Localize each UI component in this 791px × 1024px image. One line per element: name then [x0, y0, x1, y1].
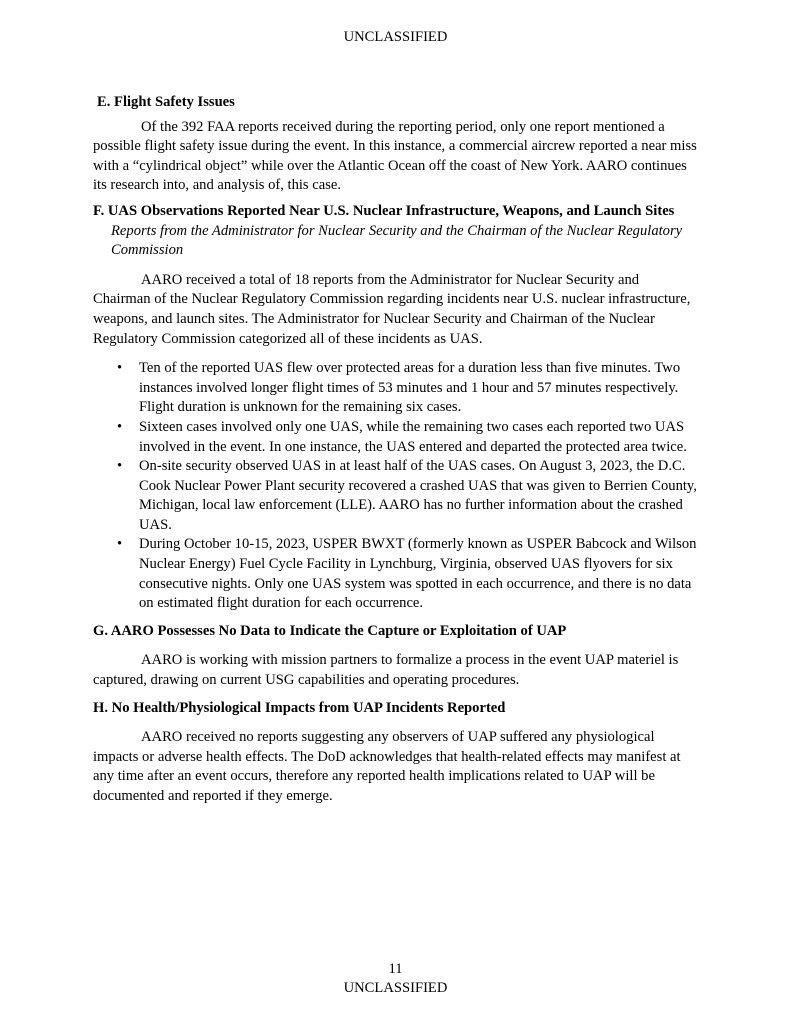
- bullet-text: Sixteen cases involved only one UAS, while the remaining two cases each reported two UAS involved in the event. In one instance, the UAS entered and departed the protected area twice.: [139, 418, 687, 455]
- list-item: [117, 359, 698, 418]
- section-e-heading: E. Flight Safety Issues: [97, 94, 235, 110]
- page-number: 11: [388, 961, 403, 977]
- section-f-subheading: Reports from the Administrator for Nuclear Security and the Chairman of the Nuclear Regulatory Commission: [111, 222, 683, 259]
- bullet-text: On-site security observed UAS in at least half of the UAS cases. On August 3, 2023, the D.C. Cook Nuclear Power Plant security recovered a crashed UAS that was given to Berrien County, Michigan, local law enforcement (LLE). AARO has no further information about the crashed UAS.: [139, 458, 697, 533]
- section-h-paragraph: AARO received no reports suggesting any observers of UAP suffered any physiological impacts or adverse health effects. The DoD acknowledges that health-related effects may manifest at any time after an event occurs, therefore any reported health implications related to UAP will be documented and reported if they emerge.: [93, 729, 681, 804]
- section-h-heading: H. No Health/Physiological Impacts from UAP Incidents Reported: [93, 699, 506, 716]
- bullet-icon: •: [117, 458, 123, 475]
- classification-footer: UNCLASSIFIED: [343, 980, 448, 996]
- document-body: [93, 93, 698, 807]
- bullet-icon: •: [117, 418, 123, 435]
- section-g-heading: G. AARO Possesses No Data to Indicate the Capture or Exploitation of UAP: [93, 622, 567, 639]
- bullet-text: Ten of the reported UAS flew over protected areas for a duration less than five minutes. Two instances involved longer flight times of 53 minutes and 1 hour and 57 minutes respectively. Flight duration is unknown for the remaining six cases.: [139, 360, 681, 416]
- section-f-heading: F. UAS Observations Reported Near U.S. Nuclear Infrastructure, Weapons, and Launch Sites: [93, 202, 675, 219]
- bullet-icon: •: [117, 536, 123, 553]
- list-item: [117, 535, 698, 613]
- section-f-bullet-list: [93, 359, 698, 614]
- bullet-icon: •: [117, 360, 123, 377]
- classification-header: UNCLASSIFIED: [343, 29, 448, 45]
- list-item: [117, 418, 698, 457]
- bullet-text: During October 10-15, 2023, USPER BWXT (formerly known as USPER Babcock and Wilson Nuclear Energy) Fuel Cycle Facility in Lynchburg, Virginia, observed UAS flyovers for six consecutive nights. Only one UAS system was spotted in each occurrence, and there is no data on estimated flight duration for each occurrence.: [139, 536, 697, 612]
- section-e-paragraph: Of the 392 FAA reports received during the reporting period, only one report mentioned a possible flight safety issue during the event. In this instance, a commercial aircrew reported a near miss with a “cylindrical object” while over the Atlantic Ocean off the coast of New York. AARO continues its research into, and analysis of, this case.: [93, 118, 697, 194]
- section-g-paragraph: AARO is working with mission partners to formalize a process in the event UAP materiel is captured, drawing on current USG capabilities and operating procedures.: [93, 652, 679, 689]
- list-item: [117, 457, 698, 535]
- section-f-paragraph: AARO received a total of 18 reports from the Administrator for Nuclear Security and Chairman of the Nuclear Regulatory Commission regarding incidents near U.S. nuclear infrastructure, weapons, and launch sites. The Administrator for Nuclear Security and Chairman of the Nuclear Regulatory Commission categorized all of these incidents as UAS.: [93, 271, 691, 347]
